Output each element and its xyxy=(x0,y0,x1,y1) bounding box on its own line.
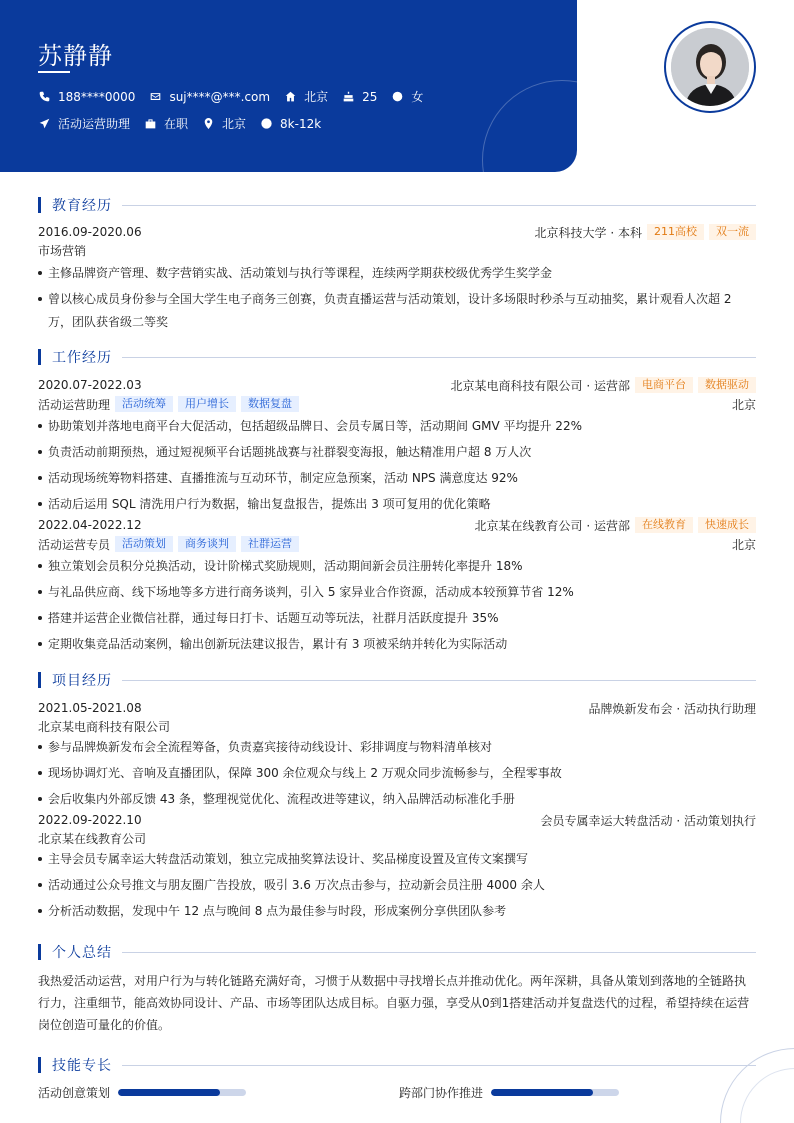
list-item: 会后收集内外部反馈 43 条，整理视觉优化、流程改进等建议，纳入品牌活动标准化手册 xyxy=(38,787,756,811)
skill-level-fill xyxy=(491,1089,593,1096)
age-item xyxy=(342,90,377,104)
skill-tag: 活动统筹 xyxy=(115,396,173,412)
project-title: 项目经历 xyxy=(38,671,756,689)
avatar xyxy=(671,28,749,106)
education-date: 2016.09-2020.06 xyxy=(38,225,142,239)
status-item xyxy=(144,115,188,132)
list-item: 与礼品供应商、线下场地等多方进行商务谈判，引入 5 家异业合作资源，活动成本较预算节省 12% xyxy=(38,580,756,604)
salary-text: 8k-12k xyxy=(280,116,322,131)
education-section xyxy=(38,196,756,333)
target-job-text: 活动运营助理 xyxy=(58,117,131,131)
pin-icon xyxy=(202,118,214,130)
gender-text: 女 xyxy=(411,90,424,104)
list-item: 搭建并运营企业微信社群，通过每日打卡、话题互动等玩法，社群月活跃度提升 35% xyxy=(38,606,756,630)
decorative-circle xyxy=(482,80,577,172)
list-item: 活动后运用 SQL 清洗用户行为数据，输出复盘报告，提炼出 3 项可复用的优化策略 xyxy=(38,492,756,516)
list-item: 负责活动前期预热，通过短视频平台话题挑战赛与社群裂变海报，触达精准用户超 8 万人次 xyxy=(38,440,756,464)
location-text: 北京 xyxy=(304,90,329,104)
list-item: 活动通过公众号推文与朋友圈广告投放，吸引 3.6 万次点击参与，拉动新会员注册 4000 余人 xyxy=(38,873,756,897)
list-item: 主修品牌资产管理、数字营销实战、活动策划与执行等课程，连续两学期获校级优秀学生奖学金 xyxy=(38,261,756,285)
avatar-frame xyxy=(664,21,756,113)
school-tag: 211高校 xyxy=(647,224,704,240)
target-city-text: 北京 xyxy=(222,117,247,131)
list-item: 现场协调灯光、音响及直播团队，保障 300 余位观众与线上 2 万观众同步流畅参与，全程零事故 xyxy=(38,761,756,785)
work-entry xyxy=(38,376,756,516)
age-text: 25 xyxy=(362,89,378,104)
money-icon xyxy=(260,118,272,130)
send-icon xyxy=(38,118,50,130)
skill-level-fill xyxy=(118,1089,220,1096)
company-tag: 在线教育 xyxy=(635,517,693,533)
candidate-name: 苏静静 xyxy=(38,42,113,70)
skills-section xyxy=(38,1056,756,1074)
list-item: 曾以核心成员身份参与全国大学生电子商务三创赛，负责直播运营与活动策划，设计多场限时秒杀与互动抽奖，累计观看人次超 2 xyxy=(38,287,756,311)
summary-text: 我热爱活动运营，对用户行为与转化链路充满好奇，习惯于从数据中寻找增长点并推动优化。两年深耕，具备从策划到落地的全链路执 行力，注重细节，能高效协同设计、产品、市场等团队达成目标。自驱力强，享受从0到1搭建活动并复盘迭代的过程，希望持续在运营 岗位创造可量化的价值。 xyxy=(38,974,750,1032)
project-org: 北京某在线教育公司 xyxy=(38,831,147,846)
company-name: 北京某在线教育公司 · 运营部 xyxy=(474,518,630,533)
project-entry xyxy=(38,811,756,923)
skill-tag: 用户增长 xyxy=(178,396,236,412)
list-item: 活动现场统筹物料搭建、直播推流与互动环节，制定应急预案，活动 NPS 满意度达 92% xyxy=(38,466,756,490)
location-item xyxy=(284,88,328,105)
education-title: 教育经历 xyxy=(38,196,756,214)
project-org: 北京某电商科技有限公司 xyxy=(38,719,171,734)
skill-item xyxy=(38,1084,246,1101)
list-item-continued: 万，团队获省级二等奖 xyxy=(48,315,169,329)
list-item: 独立策划会员积分兑换活动，设计阶梯式奖励规则，活动期间新会员注册转化率提升 18% xyxy=(38,554,756,578)
company-tag: 快速成长 xyxy=(698,517,756,533)
target-job-item xyxy=(38,115,130,132)
job-role: 活动运营专员 xyxy=(38,537,111,552)
skill-tag: 活动策划 xyxy=(115,536,173,552)
project-section xyxy=(38,671,756,923)
work-date: 2022.04-2022.12 xyxy=(38,518,142,532)
status-text: 在职 xyxy=(164,117,189,131)
work-title: 工作经历 xyxy=(38,348,756,366)
gender-icon xyxy=(391,91,403,103)
education-major: 市场营销 xyxy=(38,243,87,258)
skill-level-track xyxy=(491,1089,619,1096)
work-section xyxy=(38,348,756,656)
list-item: 分析活动数据，发现中午 12 点与晚间 8 点为最佳参与时段，形成案例分享供团队参考 xyxy=(38,899,756,923)
phone-icon xyxy=(38,91,50,103)
job-city: 北京 xyxy=(731,397,756,412)
skill-tag: 商务谈判 xyxy=(178,536,236,552)
cake-icon xyxy=(342,91,354,103)
project-entry xyxy=(38,699,756,811)
job-intent-row xyxy=(38,115,335,132)
target-city-item xyxy=(202,115,246,132)
email-item xyxy=(149,90,270,104)
list-item: 参与品牌焕新发布会全流程筹备，负责嘉宾接待动线设计、彩排调度与物料清单核对 xyxy=(38,735,756,759)
project-date: 2021.05-2021.08 xyxy=(38,701,142,715)
mail-icon xyxy=(149,91,161,103)
phone-text: 188****0000 xyxy=(58,89,136,104)
job-city: 北京 xyxy=(731,537,756,552)
list-item: 定期收集竞品活动案例，输出创新玩法建议报告，累计有 3 项被采纳并转化为实际活动 xyxy=(38,632,756,656)
work-entry xyxy=(38,516,756,656)
home-icon xyxy=(284,91,296,103)
project-title-role: 会员专属幸运大转盘活动 · 活动策划执行 xyxy=(540,813,756,828)
project-date: 2022.09-2022.10 xyxy=(38,813,142,827)
skill-item xyxy=(399,1084,619,1101)
list-item: 主导会员专属幸运大转盘活动策划，独立完成抽奖算法设计、奖品梯度设置及宣传文案撰写 xyxy=(38,847,756,871)
project-title-role: 品牌焕新发布会 · 活动执行助理 xyxy=(588,701,756,716)
company-tag: 电商平台 xyxy=(635,377,693,393)
contact-row xyxy=(38,88,437,105)
salary-item xyxy=(260,117,321,131)
header-banner xyxy=(0,0,577,172)
phone-item xyxy=(38,90,135,104)
skill-name: 跨部门协作推进 xyxy=(399,1086,484,1100)
skills-title: 技能专长 xyxy=(38,1056,756,1074)
name-underline xyxy=(38,71,70,73)
company-tag: 数据驱动 xyxy=(698,377,756,393)
education-header xyxy=(38,223,756,241)
job-role: 活动运营助理 xyxy=(38,397,111,412)
gender-item xyxy=(391,88,423,105)
briefcase-icon xyxy=(144,118,156,130)
school-tag: 双一流 xyxy=(709,224,756,240)
skill-tag: 数据复盘 xyxy=(241,396,299,412)
list-item: 协助策划并落地电商平台大促活动，包括超级品牌日、会员专属日等，活动期间 GMV 平均提升 22% xyxy=(38,414,756,438)
skill-name: 活动创意策划 xyxy=(38,1086,111,1100)
summary-title: 个人总结 xyxy=(38,943,756,961)
summary-section xyxy=(38,943,756,1036)
school-name: 北京科技大学 · 本科 xyxy=(534,225,642,240)
email-text: suj****@***.com xyxy=(169,89,271,104)
company-name: 北京某电商科技有限公司 · 运营部 xyxy=(450,378,630,393)
work-date: 2020.07-2022.03 xyxy=(38,378,142,392)
skill-tag: 社群运营 xyxy=(241,536,299,552)
skill-level-track xyxy=(118,1089,246,1096)
